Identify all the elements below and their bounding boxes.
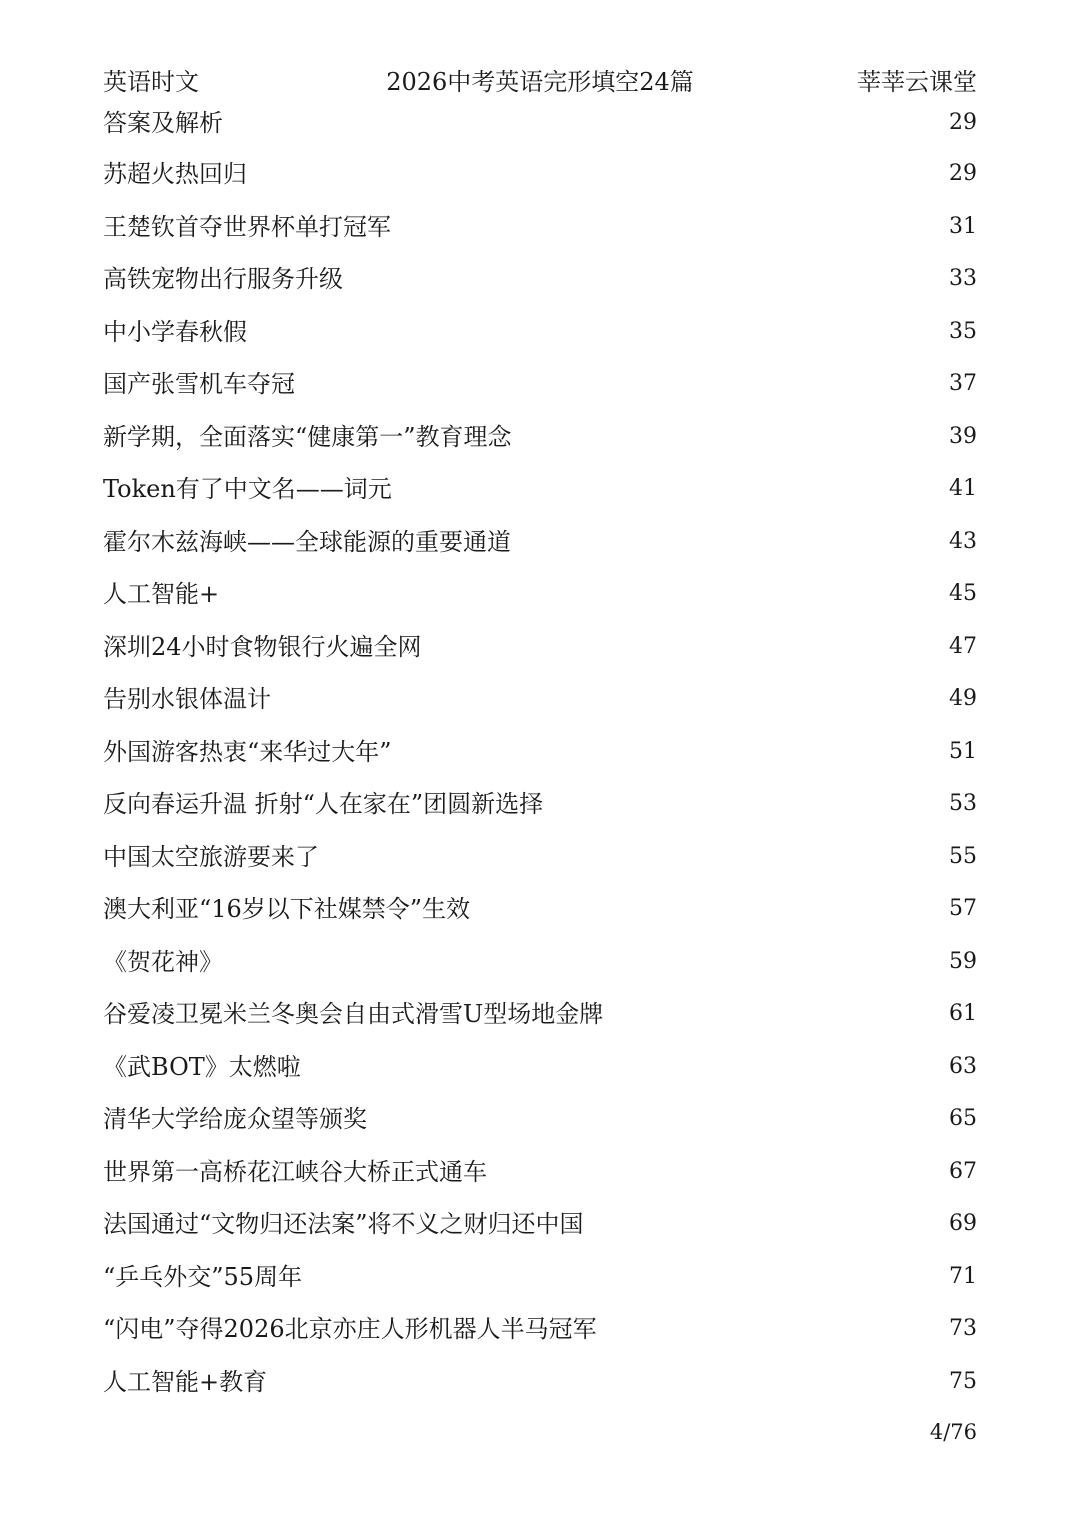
toc-entry-title: 苏超火热回归 <box>103 160 247 188</box>
toc-entry[interactable] <box>103 516 977 569</box>
toc-entry-title: 人工智能+ <box>103 580 220 608</box>
toc-entry[interactable] <box>103 1146 977 1199</box>
toc-entry[interactable] <box>103 673 977 726</box>
toc-entry[interactable] <box>103 568 977 621</box>
toc-entry[interactable] <box>103 358 977 411</box>
toc-entry[interactable] <box>103 988 977 1041</box>
toc-entry-page-number: 31 <box>949 213 977 239</box>
toc-entry-title: 人工智能+教育 <box>103 1367 268 1396</box>
toc-entry[interactable] <box>103 306 977 359</box>
toc-entry-title: 霍尔木兹海峡——全球能源的重要通道 <box>103 527 511 556</box>
toc-entry[interactable] <box>103 778 977 831</box>
toc-entry-title: 新学期，全面落实“健康第一”教育理念 <box>103 422 512 451</box>
toc-entry-title: 世界第一高桥花江峡谷大桥正式通车 <box>103 1157 487 1186</box>
page-number-indicator: 4/76 <box>929 1420 977 1444</box>
toc-entry-page-number: 75 <box>949 1368 977 1394</box>
toc-entry-title: 深圳24小时食物银行火遍全网 <box>103 632 422 661</box>
toc-entry-title: 中小学春秋假 <box>103 317 247 346</box>
toc-entry[interactable] <box>103 411 977 464</box>
toc-entry[interactable] <box>103 831 977 884</box>
toc-entry-title: 《贺花神》 <box>103 947 223 976</box>
toc-entry-title: “乒乓外交”55周年 <box>103 1262 303 1291</box>
toc-entry-page-number: 29 <box>949 110 977 135</box>
toc-entry-page-number: 53 <box>949 791 977 816</box>
table-of-contents <box>103 98 977 1408</box>
toc-entry[interactable] <box>103 1251 977 1304</box>
toc-entry-page-number: 37 <box>949 371 977 396</box>
toc-entry-page-number: 47 <box>949 633 977 659</box>
toc-entry-title: 清华大学给庞众望等颁奖 <box>103 1105 367 1133</box>
header-publisher: 莘莘云课堂 <box>857 68 977 96</box>
toc-entry-page-number: 61 <box>949 1001 977 1026</box>
toc-entry[interactable] <box>103 201 977 254</box>
toc-entry[interactable] <box>103 1041 977 1094</box>
toc-entry[interactable] <box>103 726 977 779</box>
toc-entry-page-number: 29 <box>949 161 977 186</box>
toc-entry-page-number: 67 <box>949 1158 977 1184</box>
toc-entry-page-number: 33 <box>949 266 977 291</box>
toc-entry-page-number: 51 <box>949 738 977 764</box>
toc-entry-title: 告别水银体温计 <box>103 685 271 713</box>
toc-entry[interactable] <box>103 1093 977 1146</box>
page-header <box>103 62 977 102</box>
toc-entry-page-number: 59 <box>949 948 977 974</box>
toc-entry-page-number: 65 <box>949 1106 977 1131</box>
toc-entry-page-number: 55 <box>949 843 977 869</box>
toc-entry[interactable] <box>103 98 977 148</box>
toc-entry-page-number: 43 <box>949 528 977 554</box>
toc-entry[interactable] <box>103 936 977 989</box>
header-section-label: 英语时文 <box>103 68 199 96</box>
toc-entry-title: 法国通过“文物归还法案”将不义之财归还中国 <box>103 1210 584 1238</box>
toc-entry[interactable] <box>103 883 977 936</box>
toc-entry-title: 高铁宠物出行服务升级 <box>103 265 343 293</box>
toc-entry-title: “闪电”夺得2026北京亦庄人形机器人半马冠军 <box>103 1315 597 1343</box>
toc-entry[interactable] <box>103 253 977 306</box>
toc-entry-title: 澳大利亚“16岁以下社媒禁令”生效 <box>103 895 471 923</box>
toc-entry[interactable] <box>103 463 977 516</box>
toc-entry-title: 外国游客热衷“来华过大年” <box>103 737 392 766</box>
toc-entry-title: 《武BOT》太燃啦 <box>103 1052 301 1081</box>
header-document-title: 2026中考英语完形填空24篇 <box>386 68 694 96</box>
toc-entry-title: 反向春运升温 折射“人在家在”团圆新选择 <box>103 790 544 818</box>
toc-entry-title: Token有了中文名——词元 <box>103 475 392 503</box>
toc-entry-title: 中国太空旅游要来了 <box>103 842 319 871</box>
toc-entry-page-number: 69 <box>949 1211 977 1236</box>
toc-entry[interactable] <box>103 1356 977 1409</box>
toc-entry-title: 国产张雪机车夺冠 <box>103 370 295 398</box>
toc-entry-page-number: 63 <box>949 1053 977 1079</box>
toc-entry-page-number: 39 <box>949 423 977 449</box>
toc-entry-page-number: 41 <box>949 476 977 501</box>
toc-entry[interactable] <box>103 148 977 201</box>
toc-entry-page-number: 73 <box>949 1316 977 1341</box>
toc-entry-title: 王楚钦首夺世界杯单打冠军 <box>103 212 391 241</box>
toc-entry-page-number: 49 <box>949 686 977 711</box>
toc-entry[interactable] <box>103 621 977 674</box>
toc-entry-title: 谷爱凌卫冕米兰冬奥会自由式滑雪U型场地金牌 <box>103 1000 604 1028</box>
toc-entry-page-number: 57 <box>949 896 977 921</box>
toc-entry[interactable] <box>103 1303 977 1356</box>
toc-entry-page-number: 45 <box>949 581 977 606</box>
toc-entry-page-number: 71 <box>949 1263 977 1289</box>
toc-entry-page-number: 35 <box>949 318 977 344</box>
toc-entry-title: 答案及解析 <box>103 109 223 137</box>
toc-entry[interactable] <box>103 1198 977 1251</box>
